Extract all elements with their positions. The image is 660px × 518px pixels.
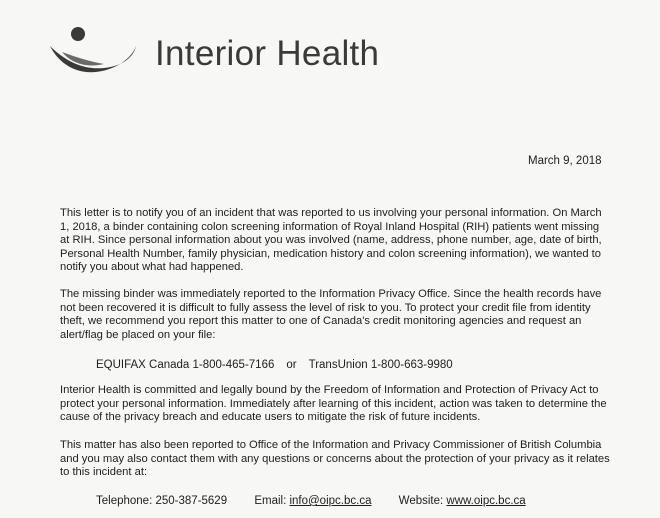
- organization-name: Interior Health: [155, 34, 380, 73]
- agency-separator: or: [286, 359, 297, 371]
- paragraph-incident: This letter is to notify you of an incident that was reported to us involving your personal information. On March 1, 2018, a binder containing colon screening information of Royal Inland Hospital (RIH) patients went missing at RIH. Since personal information about you was involved (name, address, phone number, age, date of birth, Personal Health Number, family physician, medication history and colon screening information), we wanted to notify you about what had happened.: [60, 207, 602, 274]
- email-link[interactable]: info@oipc.bc.ca: [289, 495, 372, 507]
- website-link[interactable]: www.oipc.bc.ca: [446, 495, 526, 507]
- interior-health-logo-icon: [44, 22, 144, 84]
- website-label: Website:: [398, 495, 444, 507]
- email-label: Email:: [254, 495, 287, 507]
- transunion-contact: TransUnion 1-800-663-9980: [308, 359, 453, 371]
- paragraph-commitment: Interior Health is committed and legally bound by the Freedom of Information and Protection of Privacy Act to protect your personal information. Immediately after learning of this incident, action was taken to determine the cause of the privacy breach and educate users to mitigate the risk of future incidents.: [60, 384, 607, 424]
- telephone-number: 250-387-5629: [155, 495, 228, 507]
- email-item: [254, 495, 374, 507]
- credit-agencies-line: [96, 359, 453, 371]
- paragraph-recommendation: The missing binder was immediately reported to the Information Privacy Office. Since the health records have not been recovered it is difficult to fully assess the level of risk to you. To protect your credit file from identity theft, we recommend you report this matter to one of Canada's credit monitoring agencies and request an alert/flag be placed on your file:: [60, 288, 602, 341]
- equifax-contact: EQUIFAX Canada 1-800-465-7166: [96, 359, 275, 371]
- telephone-item: [96, 495, 230, 507]
- letter-date: March 9, 2018: [528, 155, 602, 167]
- paragraph-commissioner: This matter has also been reported to Office of the Information and Privacy Commissioner of British Columbia and you may also contact them with any questions or concerns about the protection of your privacy as it relates to this incident at:: [60, 439, 610, 479]
- contact-line: [96, 495, 550, 507]
- website-item: [399, 495, 526, 507]
- telephone-label: Telephone:: [96, 495, 153, 507]
